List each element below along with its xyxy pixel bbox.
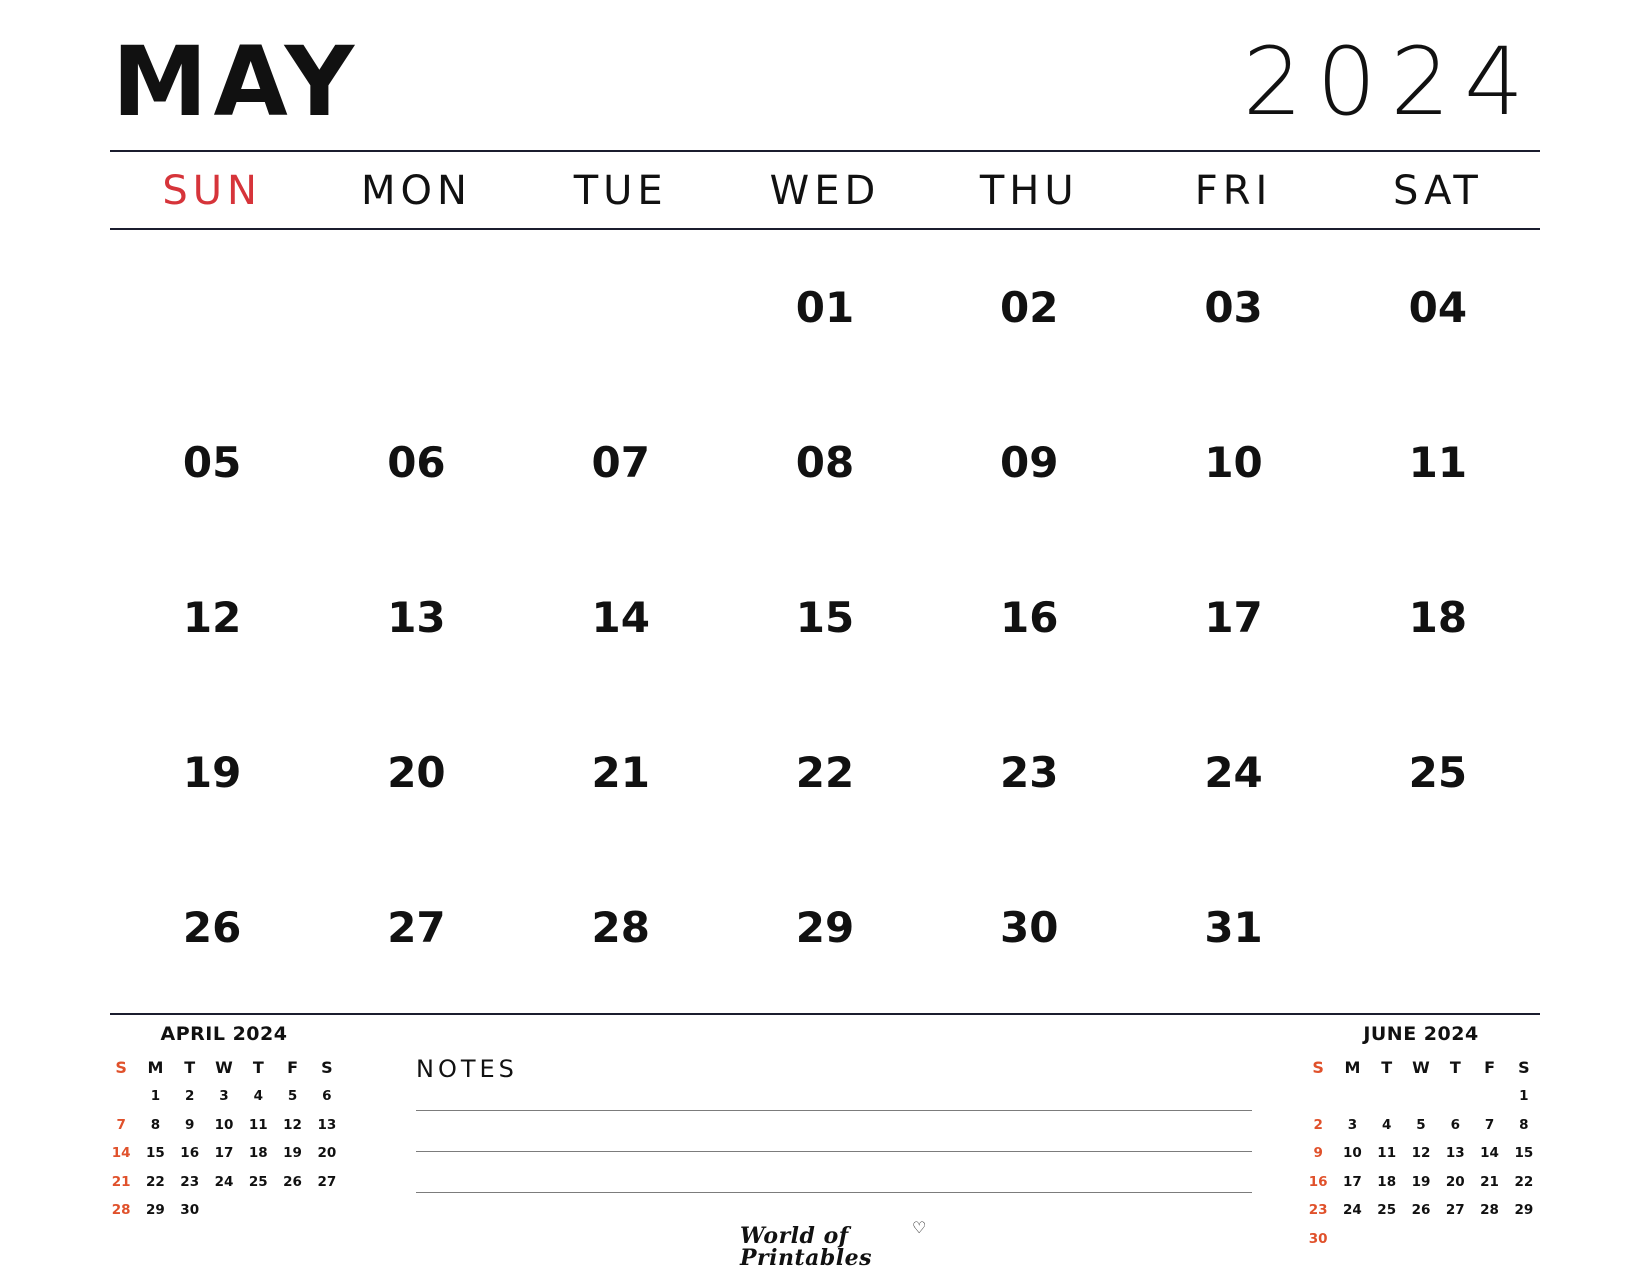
mini-day-cell: 5 [287, 1088, 298, 1104]
brand-logo [740, 1218, 940, 1271]
mini-day-cell: 4 [1382, 1116, 1392, 1133]
mini-empty-cell [310, 1197, 344, 1226]
mini-calendar-june [1301, 1025, 1541, 1254]
mini-day-cell: 18 [1377, 1173, 1397, 1190]
mini-empty-cell [1370, 1225, 1404, 1254]
mini-empty-cell [1507, 1225, 1541, 1254]
day-cell-27: 27 [387, 902, 446, 952]
day-cell-13: 13 [387, 592, 446, 642]
weekday-sat: SAT [1392, 168, 1483, 214]
mini-day-cell: 11 [248, 1116, 268, 1133]
mini-empty-cell [1472, 1083, 1506, 1112]
mini-weekday-header: T [252, 1058, 264, 1078]
mini-day-cell: 25 [1377, 1202, 1397, 1218]
day-cell-24: 24 [1204, 747, 1263, 797]
day-cell-09: 09 [1000, 437, 1059, 487]
mini-day-cell: 7 [116, 1116, 126, 1133]
empty-day-cell [314, 230, 518, 385]
day-cell-16: 16 [1000, 592, 1059, 642]
mini-empty-cell [1472, 1225, 1506, 1254]
mini-day-cell: 22 [146, 1173, 165, 1190]
mini-weekday-header: W [1412, 1058, 1430, 1078]
mini-day-cell: 13 [317, 1116, 337, 1133]
mini-empty-cell [1404, 1225, 1438, 1254]
day-cell-18: 18 [1408, 592, 1468, 642]
day-cell-04: 04 [1408, 282, 1468, 332]
weekday-sun: SUN [162, 168, 262, 214]
mini-weekday-header: F [287, 1058, 299, 1078]
day-cell-07: 07 [591, 437, 650, 487]
day-cell-26: 26 [182, 902, 242, 952]
mini-day-cell: 11 [1377, 1145, 1397, 1161]
mini-weekday-header: S [115, 1058, 127, 1078]
month-title: MAY [112, 26, 361, 138]
mini-day-cell: 24 [1343, 1202, 1362, 1218]
mini-day-cell: 17 [1343, 1173, 1362, 1190]
mini-empty-cell [1438, 1083, 1472, 1112]
mini-day-cell: 27 [1445, 1202, 1465, 1218]
weekday-header-row [110, 160, 1540, 222]
mini-day-cell: 29 [1514, 1202, 1534, 1218]
mini-weekday-header: F [1484, 1058, 1496, 1078]
mini-day-cell: 7 [1484, 1116, 1495, 1133]
empty-day-cell [110, 230, 314, 385]
year-title: 2024 [1242, 28, 1538, 137]
mini-day-cell: 16 [1308, 1173, 1328, 1190]
day-cell-05: 05 [182, 437, 242, 487]
mini-calendar-april [104, 1025, 344, 1225]
mini-day-cell: 26 [1411, 1202, 1431, 1218]
mini-day-cell: 4 [253, 1088, 263, 1104]
mini-day-cell: 20 [317, 1145, 337, 1161]
mini-calendar-grid [1301, 1054, 1541, 1254]
mini-day-cell: 15 [1514, 1145, 1534, 1161]
mini-weekday-header: S [321, 1058, 333, 1078]
mini-day-cell: 22 [1514, 1173, 1534, 1190]
mini-day-cell: 19 [283, 1145, 302, 1161]
mini-empty-cell [207, 1197, 241, 1226]
mini-weekday-header: S [1312, 1058, 1324, 1078]
brand-text: World of Printables [740, 1223, 873, 1271]
mini-day-cell: 1 [1519, 1088, 1529, 1104]
mini-empty-cell [1335, 1083, 1369, 1112]
mini-day-cell: 27 [317, 1173, 337, 1190]
mini-day-cell: 6 [322, 1088, 332, 1104]
mini-day-cell: 29 [146, 1202, 165, 1218]
mini-weekday-header: S [1518, 1058, 1530, 1078]
month-day-grid [110, 230, 1540, 1005]
mini-day-cell: 5 [1416, 1116, 1426, 1133]
mini-empty-cell [241, 1197, 275, 1226]
day-cell-29: 29 [795, 902, 855, 952]
mini-weekday-header: M [147, 1058, 164, 1078]
notes-line [416, 1110, 1252, 1111]
mini-calendar-grid [104, 1054, 344, 1225]
mini-day-cell: 2 [1313, 1116, 1323, 1133]
mini-weekday-header: W [215, 1058, 233, 1078]
weekday-wed: WED [769, 168, 881, 214]
day-cell-03: 03 [1204, 282, 1263, 332]
day-cell-08: 08 [795, 437, 855, 487]
day-cell-15: 15 [795, 592, 855, 642]
mini-day-cell: 2 [185, 1088, 195, 1104]
day-cell-30: 30 [1000, 902, 1059, 952]
day-cell-14: 14 [591, 592, 650, 642]
day-cell-06: 06 [387, 437, 446, 487]
day-cell-10: 10 [1204, 437, 1263, 487]
mini-day-cell: 21 [1480, 1173, 1499, 1190]
day-cell-01: 01 [795, 282, 855, 332]
mini-day-cell: 14 [1480, 1145, 1499, 1161]
mini-day-cell: 26 [283, 1173, 302, 1190]
mini-empty-cell [275, 1197, 309, 1226]
mini-day-cell: 30 [1308, 1230, 1328, 1247]
mini-day-cell: 9 [185, 1116, 195, 1133]
mini-day-cell: 12 [1411, 1145, 1431, 1161]
mini-day-cell: 3 [219, 1088, 229, 1104]
mini-day-cell: 23 [1308, 1202, 1328, 1218]
day-cell-02: 02 [1000, 282, 1059, 332]
notes-label: NOTES [416, 1055, 518, 1083]
mini-empty-cell [104, 1083, 138, 1112]
mini-day-cell: 24 [214, 1173, 234, 1190]
day-cell-17: 17 [1204, 592, 1263, 642]
mini-empty-cell [1404, 1083, 1438, 1112]
mini-day-cell: 12 [283, 1116, 302, 1133]
mini-day-cell: 19 [1411, 1173, 1431, 1190]
mini-empty-cell [1335, 1225, 1369, 1254]
mini-weekday-header: T [1381, 1058, 1393, 1078]
mini-day-cell: 13 [1445, 1145, 1465, 1161]
mini-day-cell: 10 [214, 1116, 234, 1133]
day-cell-11: 11 [1408, 437, 1468, 487]
mini-day-cell: 21 [111, 1173, 131, 1190]
mini-day-cell: 28 [111, 1202, 131, 1218]
mini-day-cell: 15 [146, 1145, 165, 1161]
mini-day-cell: 20 [1445, 1173, 1465, 1190]
mini-day-cell: 28 [1480, 1202, 1499, 1218]
mini-calendar-title: APRIL 2024 [160, 1023, 288, 1045]
mini-day-cell: 3 [1347, 1116, 1358, 1133]
notes-line [416, 1151, 1252, 1152]
footer-rule [110, 1013, 1540, 1015]
mini-day-cell: 18 [248, 1145, 268, 1161]
mini-day-cell: 16 [180, 1145, 200, 1161]
day-cell-20: 20 [387, 747, 446, 797]
empty-day-cell [1336, 850, 1540, 1005]
notes-line [416, 1192, 1252, 1193]
mini-weekday-header: T [184, 1058, 196, 1078]
weekday-tue: TUE [573, 168, 668, 214]
mini-empty-cell [1301, 1083, 1335, 1112]
mini-day-cell: 6 [1450, 1116, 1460, 1133]
mini-empty-cell [1370, 1083, 1404, 1112]
day-cell-25: 25 [1408, 747, 1468, 797]
mini-day-cell: 10 [1343, 1145, 1362, 1161]
mini-day-cell: 17 [214, 1145, 234, 1161]
mini-day-cell: 1 [150, 1088, 161, 1104]
mini-day-cell: 25 [248, 1173, 268, 1190]
day-cell-23: 23 [1000, 747, 1059, 797]
mini-weekday-header: M [1344, 1058, 1361, 1078]
mini-weekday-header: T [1449, 1058, 1461, 1078]
day-cell-12: 12 [182, 592, 242, 642]
weekday-fri: FRI [1194, 168, 1273, 214]
header-top-rule [110, 150, 1540, 152]
mini-empty-cell [1438, 1225, 1472, 1254]
day-cell-28: 28 [591, 902, 650, 952]
mini-day-cell: 23 [180, 1173, 200, 1190]
mini-calendar-title: JUNE 2024 [1363, 1023, 1479, 1045]
mini-day-cell: 8 [150, 1116, 161, 1133]
day-cell-31: 31 [1204, 902, 1263, 952]
weekday-mon: MON [360, 168, 472, 214]
mini-day-cell: 9 [1313, 1145, 1323, 1161]
day-cell-21: 21 [591, 747, 650, 797]
day-cell-19: 19 [182, 747, 242, 797]
mini-day-cell: 8 [1519, 1116, 1529, 1133]
mini-day-cell: 14 [111, 1145, 131, 1161]
day-cell-22: 22 [795, 747, 855, 797]
empty-day-cell [519, 230, 723, 385]
mini-day-cell: 30 [180, 1202, 200, 1218]
weekday-thu: THU [979, 168, 1079, 214]
heart-icon: ♡ [912, 1218, 927, 1237]
